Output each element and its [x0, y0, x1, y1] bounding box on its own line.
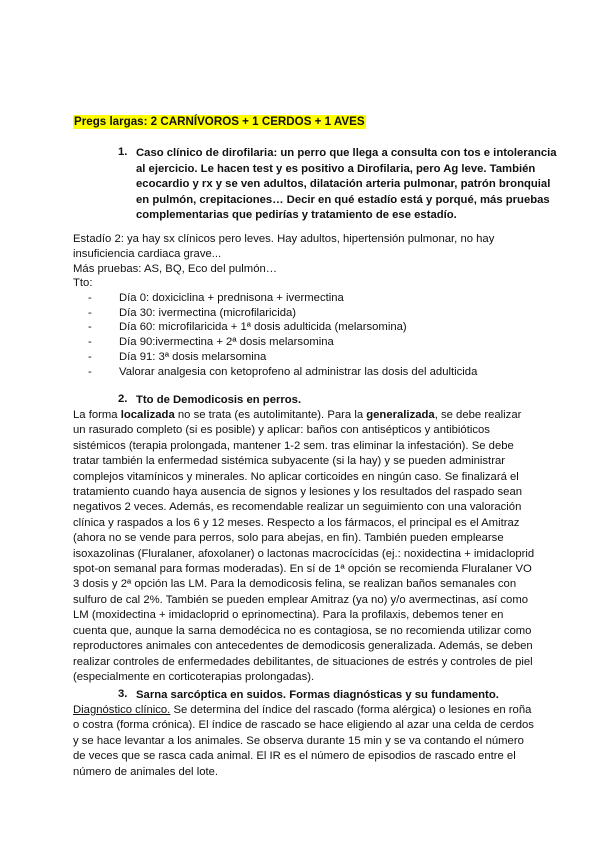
list-item: - Día 30: ivermectina (microfilaricida)	[88, 306, 297, 319]
question-1-number: 1.	[118, 146, 128, 158]
answer-3-line: y se hace levantar a los animales. Se observa durante 15 min y se va contando el número	[73, 734, 524, 747]
answer-2-line: (especialmente en corticoterapias prolongadas).	[73, 670, 315, 683]
answer-1-line: Más pruebas: AS, BQ, Eco del pulmón…	[73, 262, 278, 275]
question-1-line: al ejercicio. Le hacen test y es positivo a Dirofilaria, pero Ag leve. También	[136, 162, 536, 175]
treatment-list	[88, 291, 477, 379]
answer-2-line: cuenta que, aunque la sarna demodécica no es contagiosa, se no recomienda utilizar como	[73, 624, 532, 637]
answer-1-line: Estadío 2: ya hay sx clínicos pero leves. Hay adultos, hipertensión pulmonar, no hay	[73, 233, 495, 245]
diagnostico-clinico-label: Diagnóstico clínico.	[73, 704, 171, 716]
question-1-line: complementarias que pedirías y tratamiento de ese estadío.	[136, 209, 457, 221]
answer-2-line: complejos vitamínicos y minerales. No aplicar corticoides en ningún caso. Se finalizará el	[73, 470, 519, 483]
answer-2-line: reproductores animales con antecedentes de demodicosis generalizada. Además, se deben	[73, 640, 533, 653]
answer-2	[73, 408, 535, 685]
answer-3-line: o costra (forma crónica). El índice de rascado se hace eligiendo al azar una celda de cerdos	[73, 719, 534, 732]
question-2-number: 2.	[118, 393, 128, 405]
bullet-dash: -	[88, 365, 92, 378]
answer-2-line: (ahora no se vende para perros, solo para abejas, en fin). También pueden emplearse	[73, 532, 504, 545]
question-1-line: ecocardio y rx y se ven adultos, dilatación arteria pulmonar, patrón bronquial	[136, 178, 551, 190]
bullet-dash: -	[88, 350, 92, 363]
answer-2-line: 3 dosis y 2ª opción las LM. Para la demodicosis felina, se realizan baños semanales con	[73, 578, 517, 591]
answer-1-line: insuficiencia cardiaca grave...	[73, 247, 222, 260]
question-1-text	[136, 146, 557, 224]
list-item: - Valorar analgesia con ketoprofeno al administrar las dosis del adulticida	[88, 365, 478, 378]
answer-2-line: LM (moxidectina + imidacloprid o eprinomectina). Para la profilaxis, debemos tener en	[73, 609, 504, 622]
answer-1-line: Tto:	[73, 277, 93, 290]
list-item: - Día 0: doxiciclina + prednisona + ivermectina	[88, 292, 344, 304]
term-generalizada: generalizada	[366, 409, 435, 421]
answer-2-line: realizar controles de enfermedades debilitantes, de situaciones de estrés y controles de piel	[73, 655, 533, 668]
answer-2-line: La forma localizada no se trata (es autolimitante). Para la generalizada, se debe realizar	[73, 409, 522, 421]
answer-2-line: sulfuro de cal 2%. También se pueden emplear Amitraz (ya no) y/o avermectinas, así como	[73, 593, 529, 606]
answer-2-line: negativos 2 veces. Además, es recomendable realizar un seguimiento con una valoración	[73, 501, 522, 514]
answer-3-line: de veces que se rasca cada animal. El IR es el número de episodios de rascado entre el	[73, 750, 516, 763]
answer-2-line: spot-on semanal para formas moderadas). En sí de 1ª opción se recomienda Fluralaner VO	[73, 563, 532, 576]
question-1-line: en pulmón, crepitaciones… Decir en qué estadío está y porqué, más pruebas	[136, 193, 550, 206]
bullet-dash: -	[88, 306, 92, 319]
answer-3-line: Diagnóstico clínico. Se determina del índice del rascado (forma alérgica) o lesiones en roña	[73, 704, 532, 716]
question-3-title: Sarna sarcóptica en suidos. Formas diagnósticas y su fundamento.	[136, 689, 499, 701]
bullet-dash: -	[88, 292, 92, 304]
list-item: - Día 90:ivermectina + 2ª dosis melarsomina	[88, 336, 334, 349]
question-1-line: Caso clínico de dirofilaria: un perro que llega a consulta con tos e intolerancia	[136, 147, 557, 159]
answer-2-line: clínica y raspados a los 6 y 12 meses. Respecto a los fármacos, el principal es el Amitraz	[73, 516, 520, 529]
answer-2-line: sistémicos (terapia prolongada, mantener 1-2 sem. tras eliminar la infestación). Se debe	[73, 439, 514, 452]
question-2-title: Tto de Demodicosis en perros.	[136, 394, 302, 406]
answer-3	[73, 703, 534, 780]
answer-2-line: tratar también la enfermedad sistémica subyacente (si la hay) y se pueden administrar	[73, 455, 506, 468]
answer-2-line: isoxazolinas (Fluralaner, afoxolaner) o lactonas macrocícidas (ej.: noxidectina + imidacloprid	[73, 547, 535, 560]
answer-1	[73, 232, 528, 291]
question-3-number: 3.	[118, 688, 128, 700]
section-heading: Pregs largas: 2 CARNÍVOROS + 1 CERDOS + 1 AVES	[74, 115, 365, 128]
list-item: - Día 91: 3ª dosis melarsomina	[88, 350, 267, 363]
term-localizada: localizada	[120, 409, 175, 421]
bullet-dash: -	[88, 336, 92, 349]
bullet-dash: -	[88, 321, 92, 334]
list-item: - Día 60: microfilaricida + 1ª dosis adulticida (melarsomina)	[88, 321, 407, 334]
answer-2-line: un rasurado completo (si es posible) y aplicar: baños con antisépticos y antibióticos	[73, 424, 490, 437]
answer-2-line: tratamiento cuando haya ausencia de signos y lesiones y los resultados del raspado sean	[73, 486, 523, 499]
answer-3-line: número de animales del lote.	[73, 765, 219, 778]
